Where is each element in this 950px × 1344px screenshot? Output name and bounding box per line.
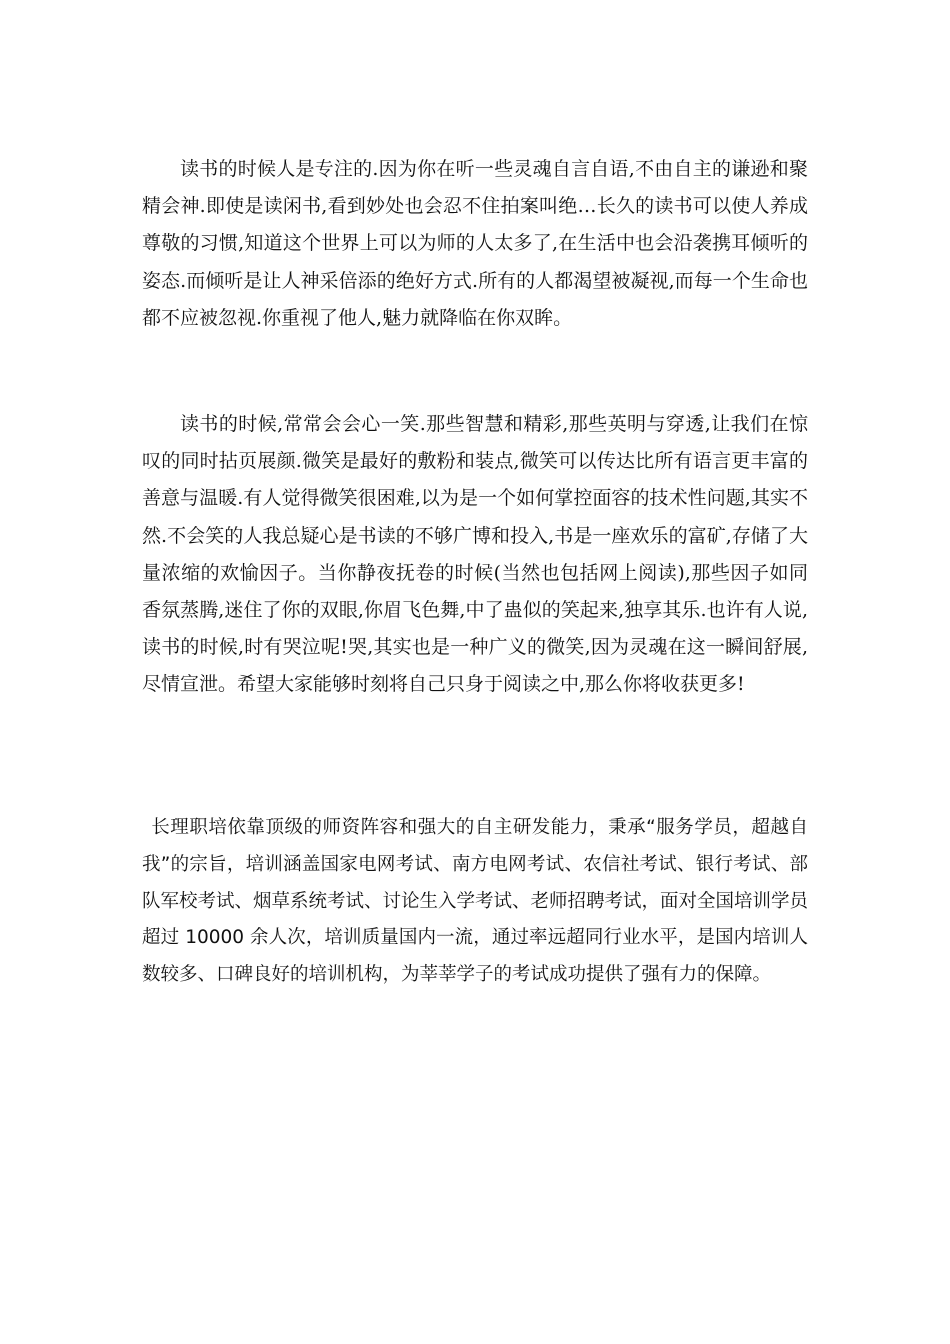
paragraph-reading-focus: 读书的时候人是专注的.因为你在听一些灵魂自言自语,不由自主的谦逊和聚精会神.即使是读闲书,看到妙处也会忍不住拍案叫绝…长久的读书可以使人养成尊敬的习惯,知道这个世界上可以为师的人太多了,在生活中也会沿袭携耳倾听的姿态.而倾听是让人神采倍添的绝好方式.所有的人都渴望被凝视,而每一个生命也都不应被忽视.你重视了他人,魅力就降临在你双眸。 — [142, 158, 808, 329]
paragraph-reading-smile: 读书的时候,常常会会心一笑.那些智慧和精彩,那些英明与穿透,让我们在惊叹的同时拈页展颜.微笑是最好的敷粉和装点,微笑可以传达比所有语言更丰富的善意与温暖.有人觉得微笑很困难,以为是一个如何掌控面容的技术性问题,其实不然.不会笑的人我总疑心是书读的不够广博和投入,书是一座欢乐的富矿,存储了大量浓缩的欢愉因子。当你静夜抚卷的时候(当然也包括网上阅读),那些因子如同香氛蒸腾,迷住了你的双眼,你眉飞色舞,中了蛊似的笑起来,独享其乐.也许有人说,读书的时候,时有哭泣呢!哭,其实也是一种广义的微笑,因为灵魂在这一瞬间舒展,尽情宣泄。希望大家能够时刻将自己只身于阅读之中,那么你将收获更多! — [142, 413, 808, 696]
paragraph-training-ad: 长理职培依靠顶级的师资阵容和强大的自主研发能力，秉承“服务学员，超越自我”的宗旨，培训涵盖国家电网考试、南方电网考试、农信社考试、银行考试、部队军校考试、烟草系统考试、讨论生入学考试、老师招聘考试，面对全国培训学员超过 10000 余人次，培训质量国内一流，通过率远超同行业水平，是国内培训人数较多、口碑良好的培训机构，为莘莘学子的考试成功提供了强有力的保障。 — [142, 817, 809, 986]
